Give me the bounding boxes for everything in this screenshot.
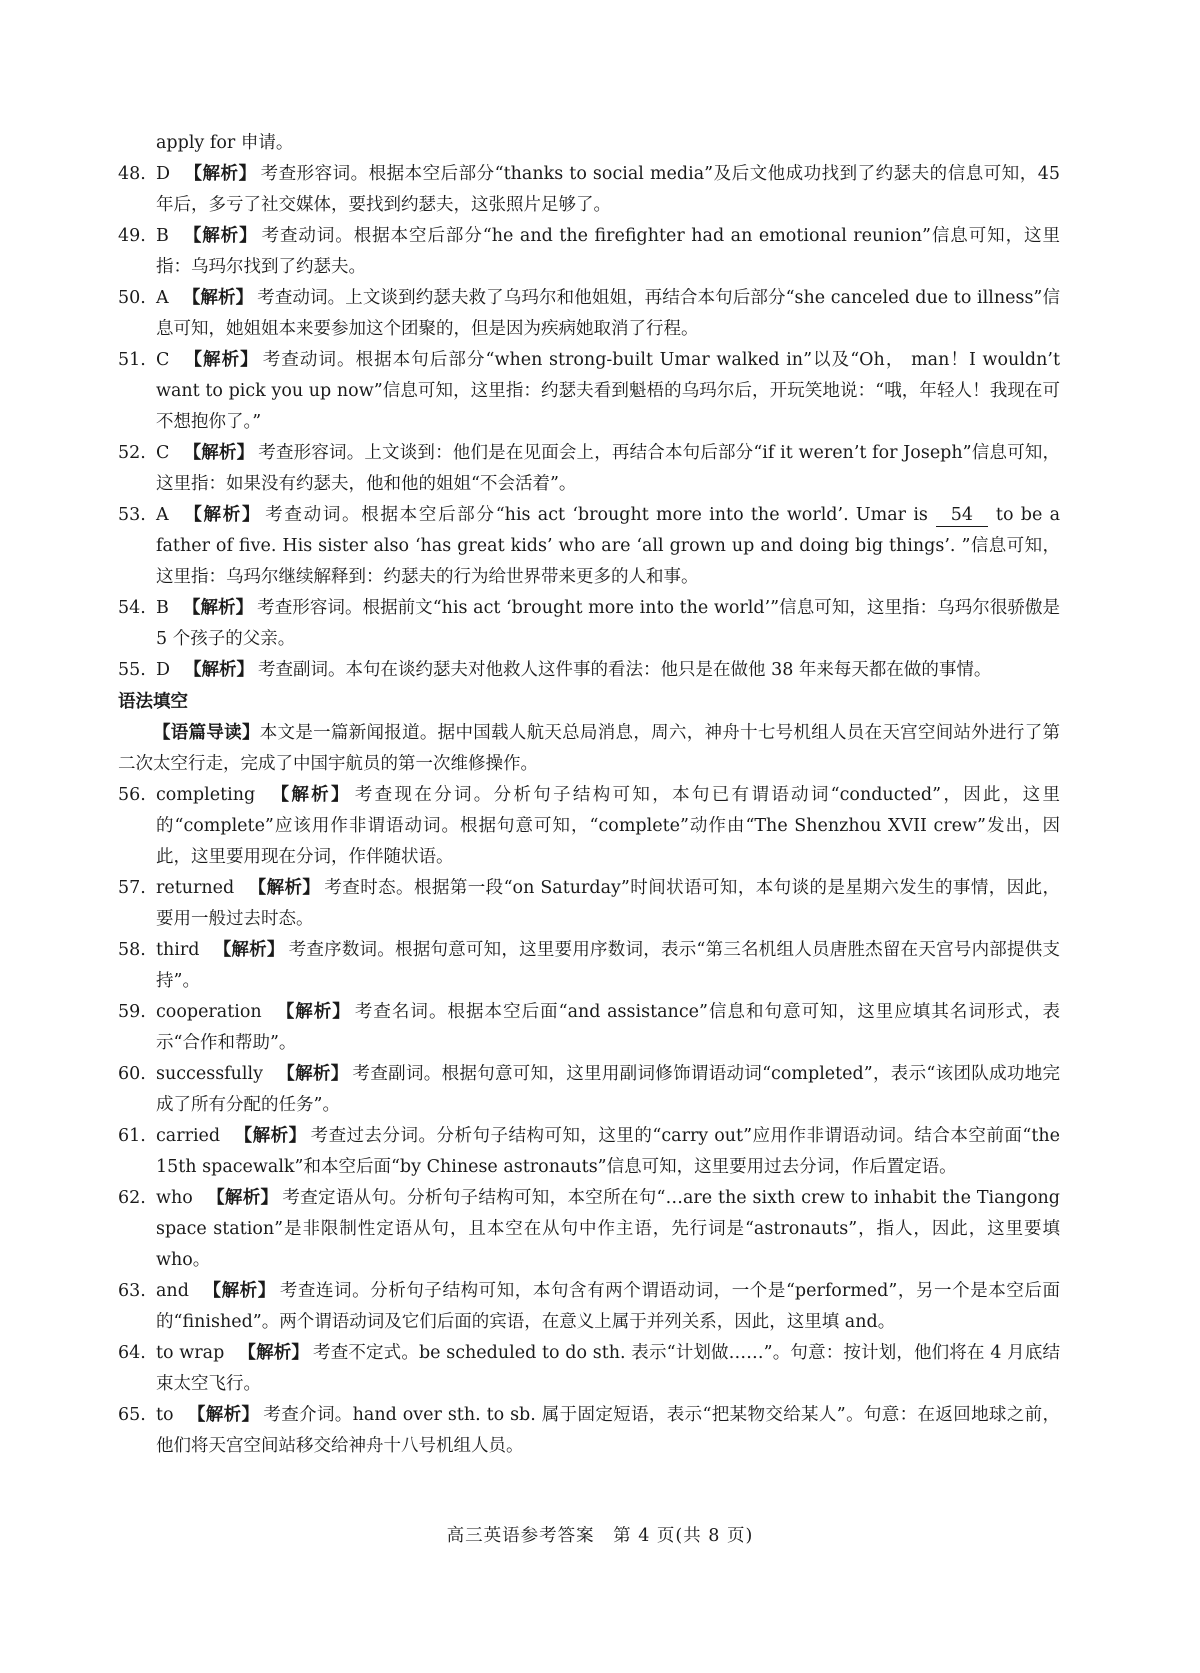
answer-item: [118, 221, 1060, 283]
item-number: 48.: [118, 164, 146, 184]
item-answer: B: [156, 226, 169, 246]
item-number: 61.: [118, 1126, 146, 1146]
answer-item: [118, 873, 1060, 935]
grammar-answers-list: [118, 780, 1060, 1462]
analysis-tag: 【解析】: [277, 1064, 349, 1084]
item-answer: cooperation: [156, 1002, 262, 1022]
analysis-tag: 【解析】: [183, 443, 255, 463]
analysis-tag: 【解析】: [184, 164, 257, 184]
analysis-tag: 【解析】: [213, 940, 285, 960]
item-body: [156, 438, 1060, 500]
item-answer: D: [156, 164, 171, 184]
item-answer: C: [156, 350, 170, 370]
analysis-tag: 【解析】: [238, 1343, 310, 1363]
item-answer: returned: [156, 878, 235, 898]
item-text: 考查动词。根据本空后部分“he and the firefighter had an emotional reunion”信息可知，这里指：乌玛尔找到了约瑟夫。: [156, 226, 1060, 277]
reading-answers-list: [118, 159, 1060, 500]
item-body: [156, 283, 1060, 345]
item-body: [156, 935, 1060, 997]
item-number: 60.: [118, 1064, 146, 1084]
item-answer: A: [156, 288, 169, 308]
item-body: [156, 780, 1060, 873]
analysis-tag: 【解析】: [248, 878, 321, 898]
item-body: [156, 1121, 1060, 1183]
answer-item: [118, 1121, 1060, 1183]
item-body: [156, 221, 1060, 283]
item-number: 51.: [118, 350, 146, 370]
item-number: 52.: [118, 443, 146, 463]
answer-item: [118, 997, 1060, 1059]
item-answer: third: [156, 940, 200, 960]
item-text: 考查不定式。be scheduled to do sth. 表示“计划做……”。句意：按计划，他们将在 4 月底结束太空飞行。: [156, 1343, 1060, 1394]
item-body: [156, 873, 1060, 935]
answer-item: [118, 593, 1060, 655]
item-number: 54.: [118, 598, 146, 618]
item-text: 考查形容词。上文谈到：他们是在见面会上，再结合本句后部分“if it weren’t for Joseph”信息可知，这里指：如果没有约瑟夫，他和他的姐姐“不会活着”。: [156, 443, 1060, 494]
item-text-after: to be a father of five. His sister also ‘has great kids’ who are ‘all grown up and doing big things’. ”信息可知，这里指：乌玛尔继续解释到：约瑟夫的行为给世界带来更多的人和事。: [156, 505, 1061, 587]
item-body: [156, 1400, 1060, 1462]
item-text: 考查动词。根据本句后部分“when strong-built Umar walked in”以及“Oh， man！I wouldn’t want to pick you up now”信息可知，这里指：约瑟夫看到魁梧的乌玛尔后，开玩笑地说：“哦，年轻人！我现在可不想抱你了。”: [156, 350, 1060, 432]
item-number: 59.: [118, 1002, 146, 1022]
item-answer: D: [156, 660, 171, 680]
item-text: 考查副词。根据句意可知，这里用副词修饰谓语动词“completed”，表示“该团队成功地完成了所有分配的任务”。: [156, 1064, 1061, 1115]
item-body: [156, 655, 1060, 686]
item-text: 考查副词。本句在谈约瑟夫对他救人这件事的看法：他只是在做他 38 年来每天都在做的事情。: [258, 660, 992, 680]
item-number: 50.: [118, 288, 146, 308]
passage-intro: [118, 718, 1060, 780]
analysis-tag: 【解析】: [202, 1281, 276, 1301]
item-text: 考查时态。根据第一段“on Saturday”时间状语可知，本句谈的是星期六发生的事情，因此，要用一般过去时态。: [156, 878, 1061, 929]
item-text: 考查形容词。根据前文“his act ‘brought more into the world’”信息可知，这里指：乌玛尔很骄傲是 5 个孩子的父亲。: [156, 598, 1060, 649]
analysis-tag: 【解析】: [275, 1002, 351, 1022]
item-text: 考查名词。根据本空后面“and assistance”信息和句意可知，这里应填其名词形式，表示“合作和帮助”。: [156, 1002, 1060, 1053]
answer-item: [118, 655, 1060, 686]
analysis-tag: 【解析】: [206, 1188, 279, 1208]
item-number: 56.: [118, 785, 146, 805]
item-answer: C: [156, 443, 170, 463]
answer-item: [118, 159, 1060, 221]
analysis-tag: 【解析】: [184, 660, 255, 680]
item-number: 53.: [118, 505, 146, 525]
item-answer: to: [156, 1405, 174, 1425]
page-footer: 高三英语参考答案 第 4 页(共 8 页): [446, 1526, 754, 1546]
item-body: [156, 1338, 1060, 1400]
item-number: 62.: [118, 1188, 146, 1208]
item-body: [156, 593, 1060, 655]
item-answer: A: [156, 505, 169, 525]
blank-number: 54: [936, 504, 988, 527]
answer-item: [118, 500, 1060, 593]
item-number: 63.: [118, 1281, 146, 1301]
item-number: 57.: [118, 878, 146, 898]
answer-item: [118, 780, 1060, 873]
answer-item: [118, 1276, 1060, 1338]
item-body: [156, 1183, 1060, 1276]
answer-item: [118, 345, 1060, 438]
item-text: 考查连词。分析句子结构可知，本句含有两个谓语动词，一个是“performed”，另一个是本空后面的“finished”。两个谓语动词及它们后面的宾语，在意义上属于并列关系，因此，这里填 and。: [156, 1281, 1060, 1332]
item-answer: successfully: [156, 1064, 263, 1084]
item-body: [156, 1276, 1060, 1338]
answer-item: [118, 1400, 1060, 1462]
reading-answers-list-2: [118, 593, 1060, 686]
page-content: [118, 128, 1060, 1462]
item-number: 55.: [118, 660, 146, 680]
section-title: 语法填空: [118, 692, 188, 712]
item-answer: completing: [156, 785, 256, 805]
item-answer: B: [156, 598, 169, 618]
item-text: 考查介词。hand over sth. to sb. 属于固定短语，表示“把某物交给某人”。句意：在返回地球之前，他们将天宫空间站移交给神舟十八号机组人员。: [156, 1405, 1061, 1456]
item-number: 58.: [118, 940, 146, 960]
item-body: [156, 500, 1060, 593]
analysis-tag: 【解析】: [234, 1126, 307, 1146]
intro-text: 本文是一篇新闻报道。据中国载人航天总局消息，周六，神舟十七号机组人员在天宫空间站外进行了第二次太空行走，完成了中国宇航员的第一次维修操作。: [118, 723, 1061, 774]
item-text: 考查序数词。根据句意可知，这里要用序数词，表示“第三名机组人员唐胜杰留在天宫号内部提供支持”。: [156, 940, 1060, 991]
analysis-tag: 【解析】: [183, 350, 259, 370]
item-answer: who: [156, 1188, 193, 1208]
continued-line: apply for 申请。: [156, 133, 294, 153]
intro-lead: 【语篇导读】: [153, 723, 260, 743]
item-body: [156, 159, 1060, 221]
item-text: 考查形容词。根据本空后部分“thanks to social media”及后文他成功找到了约瑟夫的信息可知，45 年后，多亏了社交媒体，要找到约瑟夫，这张照片足够了。: [156, 164, 1061, 215]
item-text: 考查定语从句。分析句子结构可知，本空所在句“…are the sixth crew to inhabit the Tiangong space station”是非限制性定语从句，且本空在从句中作主语，先行词是“astronauts”，指人，因此，这里要填 who。: [156, 1188, 1061, 1270]
analysis-tag: 【解析】: [187, 1405, 260, 1425]
item-number: 65.: [118, 1405, 146, 1425]
analysis-tag: 【解析】: [182, 288, 254, 308]
item-number: 64.: [118, 1343, 146, 1363]
item-answer: carried: [156, 1126, 221, 1146]
analysis-tag: 【解析】: [269, 785, 351, 805]
analysis-tag: 【解析】: [182, 226, 258, 246]
item-text: 考查过去分词。分析句子结构可知，这里的“carry out”应用作非谓语动词。结合本空前面“the 15th spacewalk”和本空后面“by Chinese astronauts”信息可知，这里要用过去分词，作后置定语。: [156, 1126, 1060, 1177]
analysis-tag: 【解析】: [182, 598, 254, 618]
answer-item: [118, 1338, 1060, 1400]
item-body: [156, 345, 1060, 438]
answer-item: [118, 438, 1060, 500]
answer-item: [118, 1059, 1060, 1121]
item-answer: and: [156, 1281, 189, 1301]
answer-item: [118, 1183, 1060, 1276]
item-text: 考查动词。上文谈到约瑟夫救了乌玛尔和他姐姐，再结合本句后部分“she canceled due to illness”信息可知，她姐姐本来要参加这个团聚的，但是因为疾病她取消了行程。: [156, 288, 1060, 339]
item-number: 49.: [118, 226, 146, 246]
item-body: [156, 1059, 1060, 1121]
item-text: 考查现在分词。分析句子结构可知，本句已有谓语动词“conducted”，因此，这里的“complete”应该用作非谓语动词。根据句意可知，“complete”动作由“The Shenzhou XVII crew”发出，因此，这里要用现在分词，作伴随状语。: [156, 785, 1060, 867]
answer-item: [118, 935, 1060, 997]
analysis-tag: 【解析】: [182, 505, 262, 525]
item-text-before: 考查动词。根据本空后部分“his act ‘brought more into the world’. Umar is: [265, 505, 928, 525]
answer-item: [118, 283, 1060, 345]
item-body: [156, 997, 1060, 1059]
item-answer: to wrap: [156, 1343, 225, 1363]
